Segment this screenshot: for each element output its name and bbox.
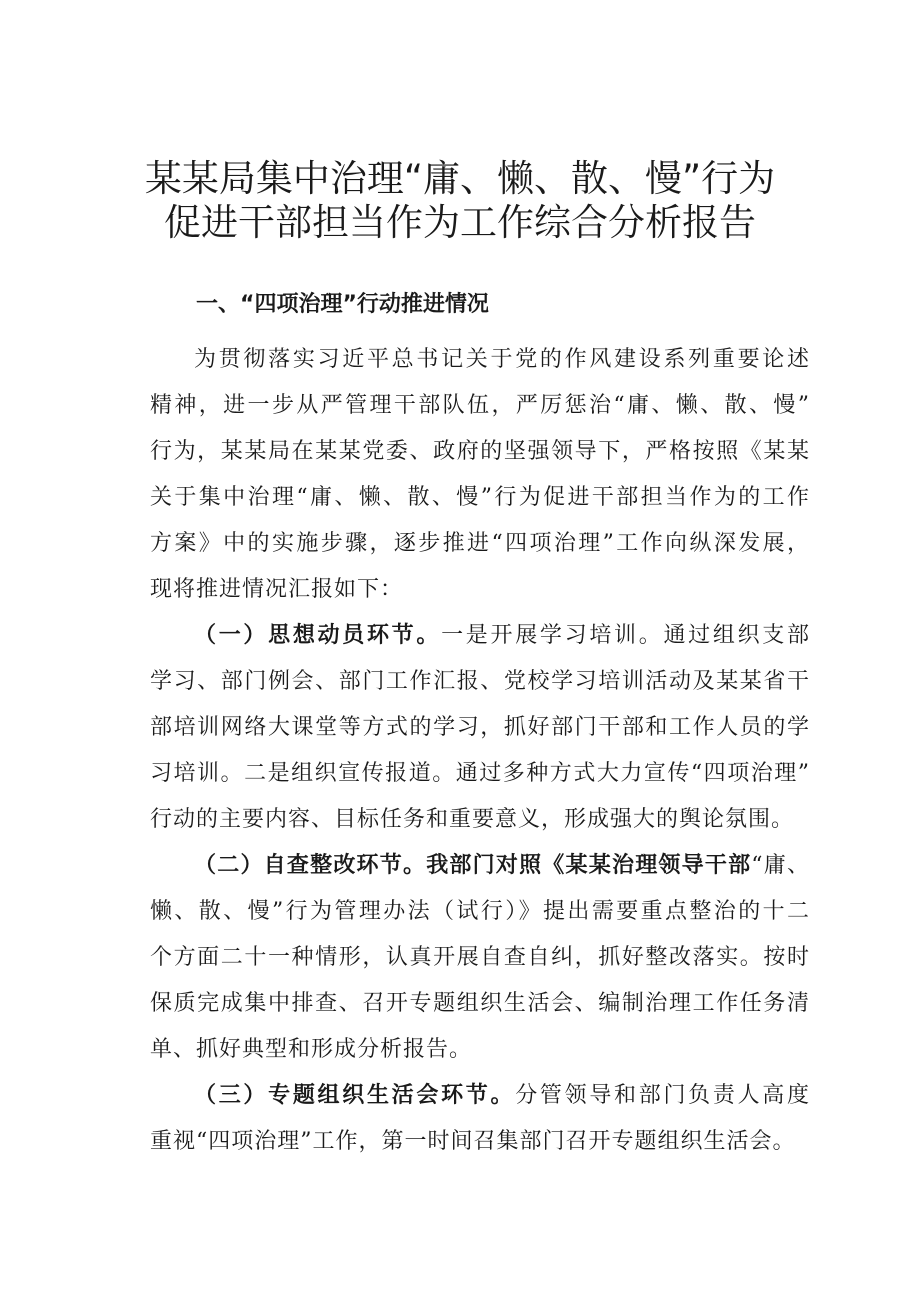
section-heading-text: “四项治理”行动推进情况 bbox=[240, 292, 489, 317]
paragraph-line: 行为，某某局在某某党委、政府的坚强领导下，严格按照《某某 bbox=[150, 439, 810, 464]
document-title-line-1: 某某局集中治理“庸、懒、散、慢”行为 bbox=[144, 157, 776, 200]
paragraph-line: 行动的主要内容、目标任务和重要意义，形成强大的舆论氛围。 bbox=[150, 807, 795, 832]
paragraph-line bbox=[150, 613, 810, 659]
paragraph-line: 保质完成集中排查、召开专题组织生活会、编制治理工作任务清 bbox=[150, 991, 810, 1016]
section-heading bbox=[196, 290, 489, 320]
paragraph-line: 单、抓好典型和形成分析报告。 bbox=[150, 1037, 473, 1062]
document-title-line-2: 促进干部担当作为工作综合分析报告 bbox=[164, 201, 756, 244]
paragraph-text: 分管领导和部门负责人高度 bbox=[515, 1083, 810, 1108]
paragraph-line: 学习、部门例会、部门工作汇报、党校学习培训活动及某某省干 bbox=[150, 669, 810, 694]
bold-lead-in: （一）思想动员环节。 bbox=[194, 623, 442, 648]
document-body bbox=[150, 337, 810, 1165]
paragraph-text: “庸、 bbox=[751, 853, 810, 878]
paragraph-line bbox=[150, 1073, 810, 1119]
paragraph-line: 习培训。二是组织宣传报道。通过多种方式大力宣传“四项治理” bbox=[150, 761, 810, 786]
section-number: 一、 bbox=[196, 292, 241, 317]
paragraph-line: 精神，进一步从严管理干部队伍，严厉惩治“庸、懒、散、慢” bbox=[150, 393, 810, 418]
paragraph-line: 部培训网络大课堂等方式的学习，抓好部门干部和工作人员的学 bbox=[150, 715, 810, 740]
paragraph-line: 个方面二十一种情形，认真开展自查自纠，抓好整改落实。按时 bbox=[150, 945, 810, 970]
bold-lead-in: （三）专题组织生活会环节。 bbox=[194, 1083, 516, 1108]
bold-lead-in: （二）自查整改环节。我部门对照《某某治理领导干部 bbox=[194, 853, 752, 878]
paragraph-line: 为贯彻落实习近平总书记关于党的作风建设系列重要论述 bbox=[194, 347, 810, 372]
paragraph-line: 关于集中治理“庸、懒、散、慢”行为促进干部担当作为的工作 bbox=[150, 485, 810, 510]
paragraph-line: 重视“四项治理”工作，第一时间召集部门召开专题组织生活会。 bbox=[150, 1129, 796, 1154]
paragraph-line bbox=[150, 843, 810, 889]
paragraph-text: 一是开展学习培训。通过组织支部 bbox=[441, 623, 810, 648]
paragraph-line: 懒、散、慢”行为管理办法（试行）》提出需要重点整治的十二 bbox=[150, 899, 810, 924]
paragraph-line: 现将推进情况汇报如下： bbox=[150, 577, 404, 602]
paragraph-line: 方案》中的实施步骤，逐步推进“四项治理”工作向纵深发展， bbox=[150, 531, 810, 556]
